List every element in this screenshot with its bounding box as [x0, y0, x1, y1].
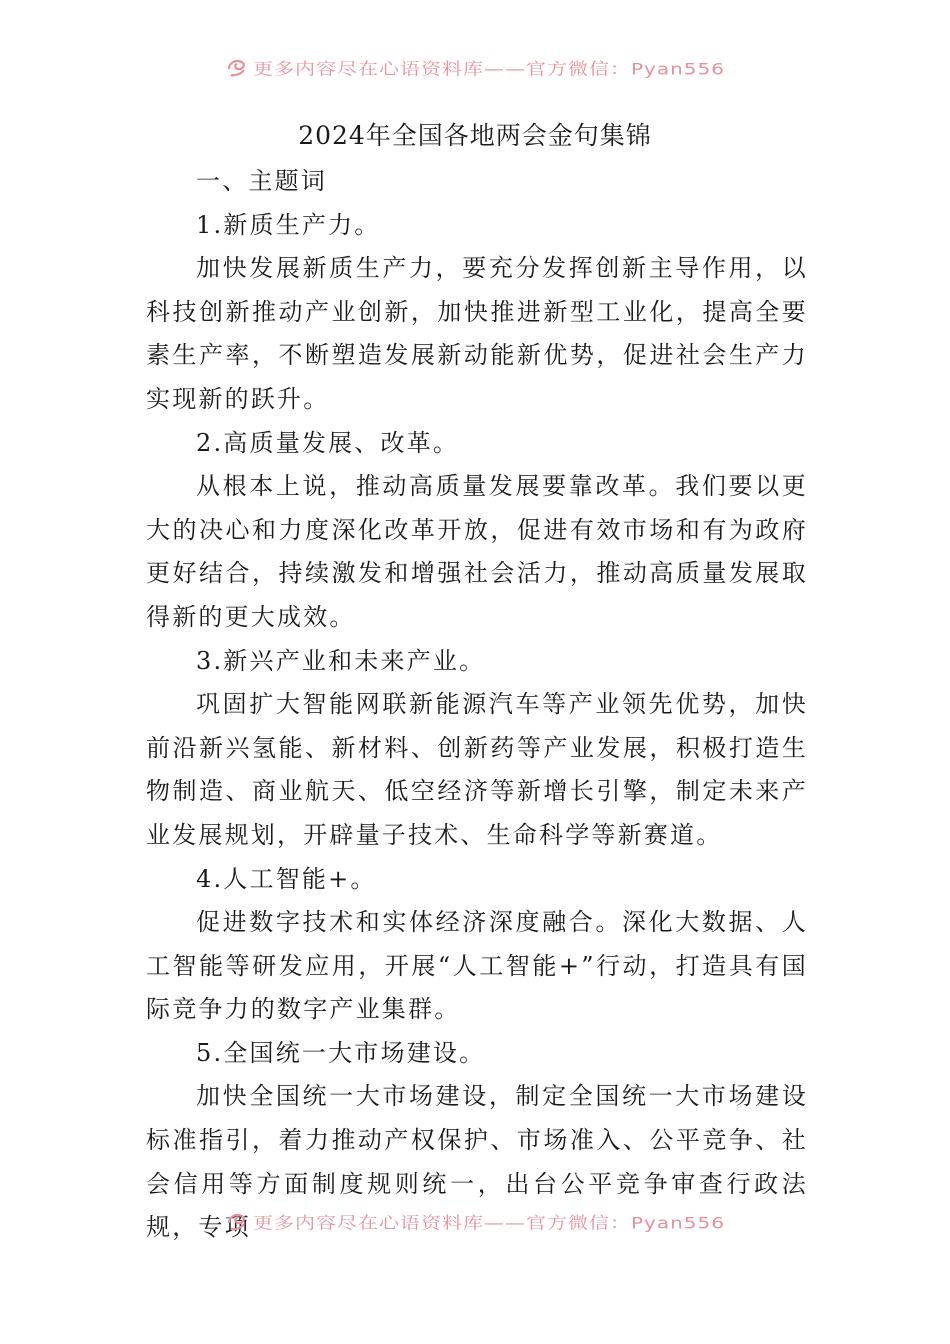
item-heading: 4.人工智能+。 [196, 864, 377, 893]
item-heading: 5.全国统一大市场建设。 [196, 1038, 486, 1067]
body-paragraph: 加快全国统一大市场建设，制定全国统一大市场建设标准指引，着力推动产权保护、市场准入、公平竞争、社会信用等方面制度规则统一，出台公平竞争审查行政法规，专项 [146, 1082, 808, 1242]
watermark-header [0, 52, 950, 82]
logo-icon [225, 55, 249, 79]
item-heading: 2.高质量发展、改革。 [196, 428, 460, 457]
document-title: 2024年全国各地两会金句集锦 [298, 121, 652, 150]
logo-icon [225, 1209, 249, 1233]
section-heading: 一、主题词 [196, 167, 327, 195]
watermark-text: 更多内容尽在心语资料库——官方微信：Pyan556 [252, 1212, 725, 1233]
body-paragraph: 从根本上说，推动高质量发展要靠改革。我们要以更大的决心和力度深化改革开放，促进有效市场和有为政府更好结合，持续激发和增强社会活力，推动高质量发展取得新的更大成效。 [146, 472, 808, 631]
item-heading: 3.新兴产业和未来产业。 [196, 646, 486, 675]
body-paragraph: 加快发展新质生产力，要充分发挥创新主导作用，以科技创新推动产业创新，加快推进新型工业化，提高全要素生产率，不断塑造发展新动能新优势，促进社会生产力实现新的跃升。 [146, 254, 808, 413]
watermark-text: 更多内容尽在心语资料库——官方微信：Pyan556 [252, 58, 725, 79]
body-paragraph: 促进数字技术和实体经济深度融合。深化大数据、人工智能等研发应用，开展“人工智能+”行动，打造具有国际竞争力的数字产业集群。 [146, 908, 808, 1024]
watermark-footer [0, 1206, 950, 1236]
body-paragraph: 巩固扩大智能网联新能源汽车等产业领先优势，加快前沿新兴氢能、新材料、创新药等产业发展，积极打造生物制造、商业航天、低空经济等新增长引擎，制定未来产业发展规划，开辟量子技术、生命科学等新赛道。 [146, 690, 808, 849]
item-heading: 1.新质生产力。 [196, 210, 381, 239]
document-body [146, 160, 808, 1250]
